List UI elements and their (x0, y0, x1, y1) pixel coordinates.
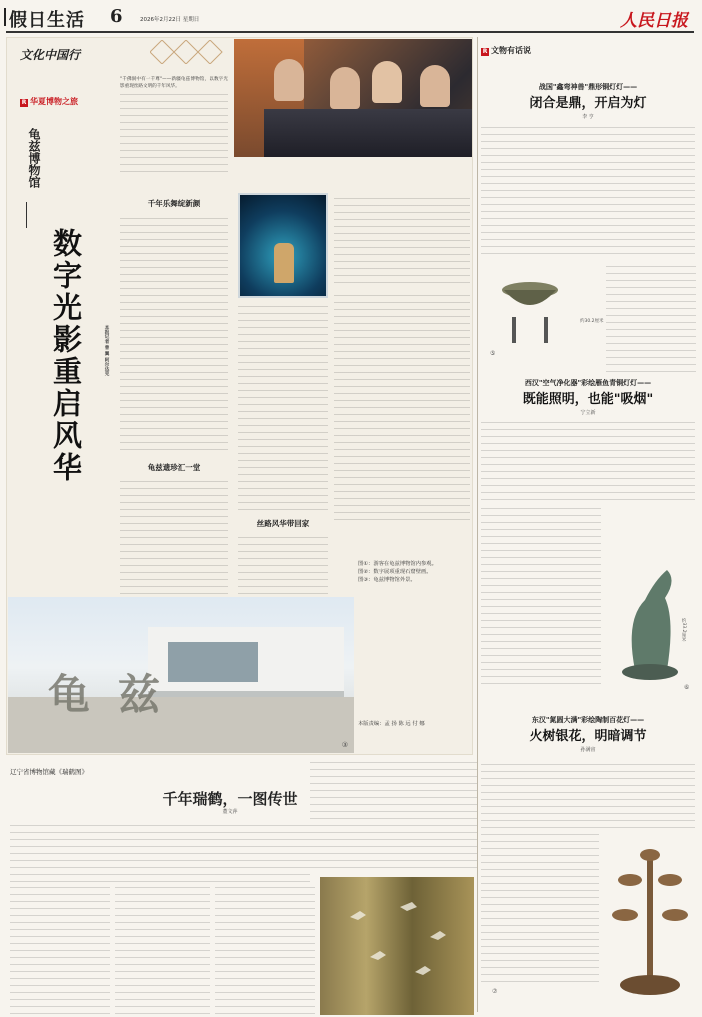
photo-marker-7: ⑦ (492, 988, 498, 995)
kicker-rule (26, 202, 27, 228)
museum-exterior-photo (8, 597, 354, 753)
feature-body-col2top (334, 193, 470, 283)
item2-byline: 宁立新 (580, 410, 596, 416)
page-number: 6 (110, 6, 123, 27)
lead-body-lines (120, 92, 228, 172)
column-logo: 文化中国行 (20, 48, 81, 62)
feature-byline: 本报记者 曾 翼 阿尔达克 (104, 325, 109, 376)
exhibit-artifact (274, 243, 294, 283)
kicker-title: 龟兹博物馆 (27, 128, 41, 188)
feature-body-col2 (238, 302, 328, 510)
item3-body (481, 760, 695, 828)
bottom-body-col3 (215, 886, 315, 1014)
item1-body-b (606, 262, 696, 372)
column-divider (477, 37, 478, 1012)
photo-marker-6: ⑥ (684, 684, 690, 691)
photo-key-item: 图①：游客在龟兹博物馆内参观。 (358, 561, 437, 567)
feature-body-col1 (120, 212, 228, 450)
right-r-icon: R (482, 48, 488, 55)
item3-byline: 孙满宙 (580, 747, 596, 753)
pottery-lamp-tree-icon (605, 840, 695, 1000)
item3-title: 火树银花，明暗调节 (529, 729, 647, 744)
feature-body-col3 (334, 290, 470, 520)
bottom-body-col4-wrap (310, 758, 477, 868)
series-r-icon: R (21, 99, 27, 106)
item1-byline: 李 亨 (582, 114, 594, 120)
photo-marker-5: ⑤ (490, 350, 496, 357)
item2-subtitle: 西汉"空气净化器"彩绘雁鱼青铜灯灯—— (524, 379, 652, 387)
item3-subtitle: 东汉"氮圆大满"彩绘陶制百花灯—— (531, 716, 645, 724)
subhead-2: 龟兹遗珍汇一堂 (147, 463, 201, 472)
crane-silhouettes-icon (320, 877, 474, 1015)
bottom-byline: 董文萍 (222, 809, 238, 815)
right-label-text: 文物有话说 (491, 46, 531, 55)
subhead-1: 千年乐舞绽新颜 (147, 199, 201, 208)
hero-photo (234, 39, 472, 157)
bottom-body-col2 (115, 886, 210, 1014)
feature-headline: 数字光影重启风华 (49, 228, 83, 484)
feature-body-col1b (120, 476, 228, 594)
visitor-figure (330, 67, 360, 109)
photo-key-item: 图③：龟兹博物馆外景。 (358, 577, 416, 583)
item2-heading (481, 378, 695, 416)
item2-title: 既能照明，也能"吸烟" (522, 392, 654, 407)
photo-key-item: 图②：数字展项重现石窟壁画。 (358, 569, 432, 575)
header-rule (6, 31, 694, 33)
bottom-title: 千年瑞鹤，一图传世 (162, 790, 298, 808)
photo-marker: ③ (341, 741, 348, 749)
bronze-lamp-1-icon (490, 262, 580, 352)
bottom-body-col1 (10, 886, 110, 1014)
bottom-body-col4 (310, 758, 477, 868)
page-credit: 本版责编：孟 扬 陈 远 付 娜 (358, 721, 425, 727)
dimension-label-1: 约30.2厘米 (580, 319, 604, 324)
item1-heading (481, 82, 695, 120)
feature-body-col2b (238, 532, 328, 594)
header-accent-bar (4, 8, 6, 26)
item3-heading (481, 715, 695, 753)
bottom-kicker: 辽宁省博物馆藏《瑞鹤图》 (10, 768, 88, 776)
item1-title: 闭合是鼎，开启为灯 (529, 96, 647, 111)
series-name: 华夏博物之旅 (30, 97, 78, 106)
right-column-label (481, 45, 695, 56)
section-name: 假日生活 (9, 10, 85, 31)
photo-key (358, 560, 470, 584)
item1-subtitle: 战国"鑫弯神兽"鼎形铜灯灯—— (538, 83, 638, 91)
plaza-lettering: 龟兹 (48, 670, 189, 719)
series-label (20, 96, 78, 107)
lead-text (120, 76, 228, 189)
visitor-figure (274, 59, 304, 101)
digital-exhibit-photo (238, 193, 328, 298)
visitor-figure (420, 65, 450, 107)
dimension-label-2: 约33.2厘米 (681, 618, 686, 642)
lead-paragraph: "千佛洞中有一千尊"——新疆龟兹博物馆，以数字光影重现丝路文明的千年风华。 (120, 77, 228, 89)
item1-body (481, 124, 695, 254)
item2-body (481, 420, 695, 500)
newspaper-logo: 人民日报 (620, 11, 688, 31)
visitor-figure (372, 61, 402, 103)
issue-date: 2026年2月22日 星期日 (140, 17, 200, 23)
item2-body-b (481, 504, 601, 684)
decorative-pattern-icon (150, 40, 234, 64)
subhead-3: 丝路风华带回家 (256, 519, 310, 528)
auspicious-cranes-painting (320, 877, 474, 1015)
hero-display-table (264, 109, 472, 157)
bottom-body-top (10, 822, 310, 882)
item3-body-b (481, 832, 599, 982)
